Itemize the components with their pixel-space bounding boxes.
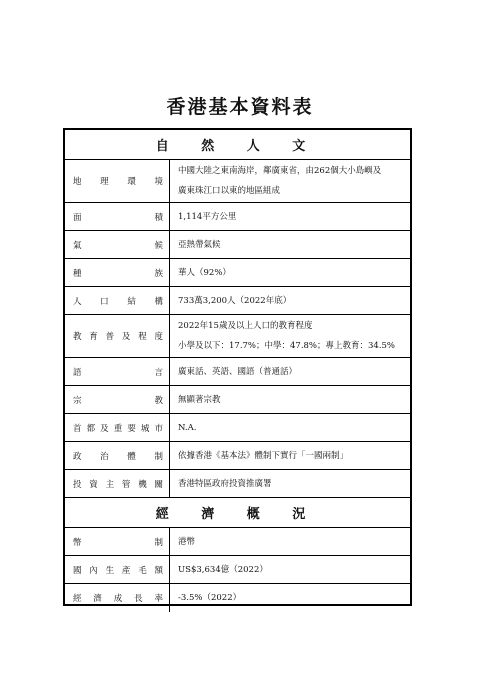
table-row	[65, 414, 410, 442]
table-row	[65, 556, 410, 584]
table-row	[65, 442, 410, 470]
table-row	[65, 470, 410, 498]
section-header-nature	[65, 130, 410, 160]
row-label: 地理環境	[65, 160, 170, 202]
row-value: 中國大陸之東南海岸，鄰廣東省，由262個大小島嶼及 廣東珠江口以東的地區組成	[178, 166, 382, 196]
row-value: 1,114平方公里	[178, 211, 237, 222]
row-label: 政治體制	[65, 442, 170, 469]
row-value: 香港特區政府投資推廣署	[178, 478, 272, 489]
table-row	[65, 259, 410, 287]
table-row	[65, 315, 410, 358]
table-row	[65, 528, 410, 556]
row-value: 華人（92%）	[178, 267, 231, 278]
row-label: 宗教	[65, 386, 170, 413]
table-row	[65, 386, 410, 414]
row-value: N.A.	[178, 422, 197, 433]
row-value: 733萬3,200人（2022年底）	[178, 295, 292, 306]
section-heading: 經 濟 概 況	[155, 507, 320, 522]
row-value: 港幣	[178, 536, 196, 547]
row-label: 面積	[65, 203, 170, 230]
table-row	[65, 203, 410, 231]
row-value: 無顯著宗教	[178, 394, 221, 405]
row-label: 經濟成長率	[65, 584, 170, 612]
row-value: 2022年15歲及以上人口的教育程度 小學及以下：17.7%；中學：47.8%；專上教育：34.5%	[178, 321, 396, 351]
section-header-economy	[65, 498, 410, 528]
row-value: -3.5%（2022）	[178, 593, 242, 603]
row-label: 幣制	[65, 528, 170, 555]
row-label: 首都及重要城市	[65, 414, 170, 441]
table-row	[65, 287, 410, 315]
table-row	[65, 160, 410, 203]
page-title: 香港基本資料表	[166, 96, 314, 118]
row-value: 依據香港《基本法》體制下實行「一國兩制」	[178, 450, 349, 461]
row-value: US$3,634億（2022）	[178, 564, 268, 575]
row-label: 教育普及程度	[65, 315, 170, 357]
section-heading: 自 然 人 文	[155, 139, 320, 154]
table-row	[65, 584, 410, 612]
row-label: 國內生產毛額	[65, 556, 170, 583]
row-label: 語言	[65, 358, 170, 385]
row-value: 廣東話、英語、國語（普通話）	[178, 366, 298, 377]
table-row	[65, 358, 410, 386]
row-label: 氣候	[65, 231, 170, 258]
table-row	[65, 231, 410, 259]
basic-data-table	[63, 128, 412, 606]
row-value: 亞熱帶氣候	[178, 239, 221, 250]
row-label: 人口結構	[65, 287, 170, 314]
row-label: 投資主管機關	[65, 470, 170, 497]
row-label: 種族	[65, 259, 170, 286]
